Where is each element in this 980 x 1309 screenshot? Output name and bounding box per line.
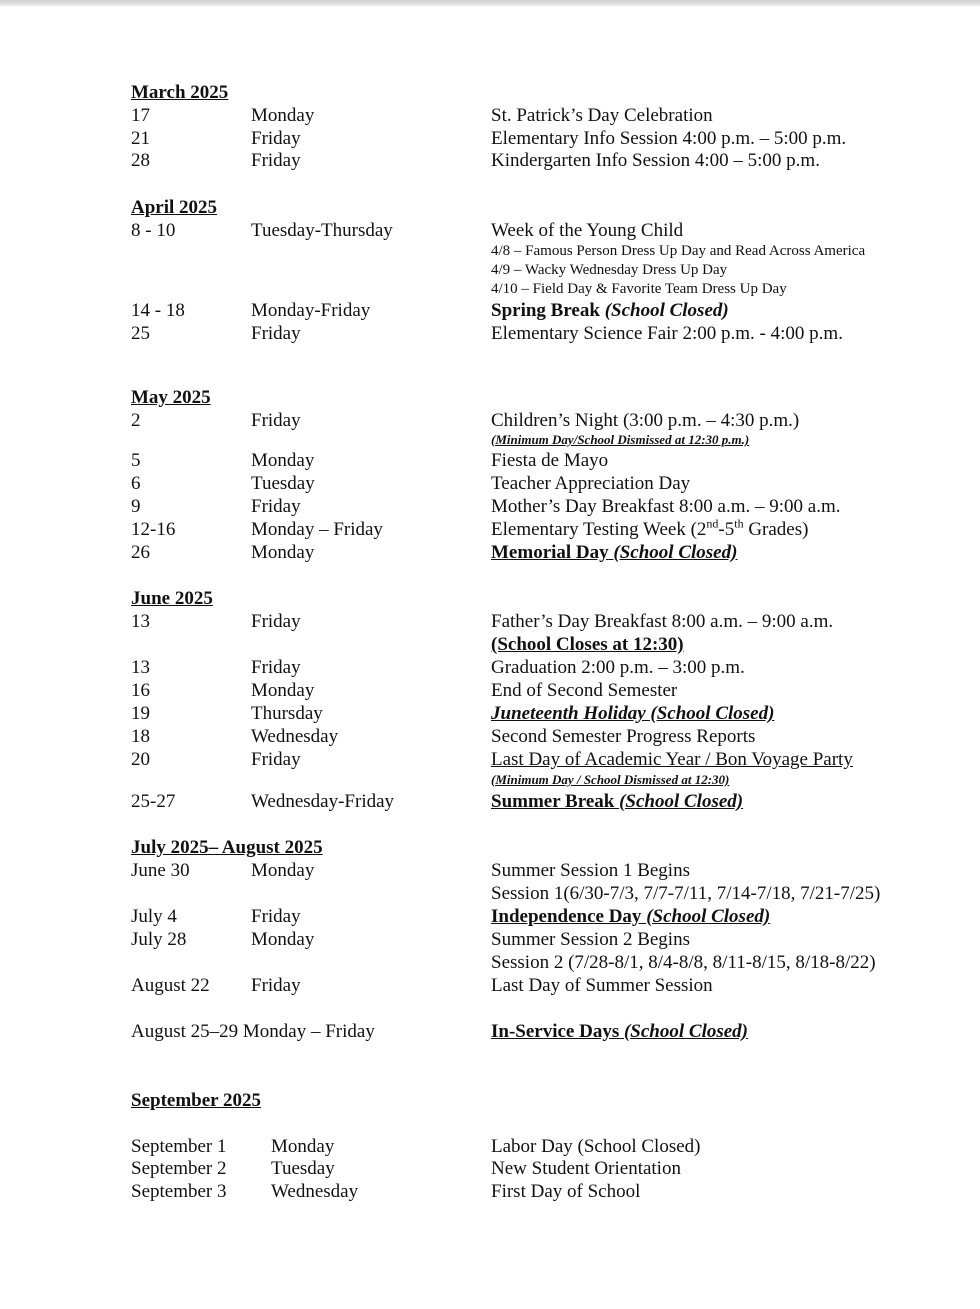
- event-day: Friday: [251, 410, 301, 431]
- event-description: Last Day of Academic Year / Bon Voyage Party: [491, 749, 853, 770]
- event-day: Tuesday: [271, 1158, 335, 1179]
- event-description: Summer Session 1 Begins: [491, 860, 690, 881]
- event-description: Teacher Appreciation Day: [491, 473, 691, 494]
- closure-note: (School Closed): [623, 1021, 749, 1042]
- event-day: Wednesday: [271, 1181, 359, 1202]
- closure-note: (School Closed): [646, 906, 771, 927]
- event-description: Elementary Science Fair 2:00 p.m. - 4:00 p.m.: [491, 323, 843, 344]
- event-date: 14 - 18: [131, 300, 185, 321]
- event-day: Friday: [251, 323, 301, 344]
- event-date: 13: [131, 657, 150, 678]
- event-day: Wednesday: [251, 726, 339, 747]
- event-date: 13: [131, 611, 150, 632]
- event-day: Friday: [251, 496, 301, 517]
- event-description: Juneteenth Holiday (School Closed): [491, 703, 775, 724]
- event-date: June 30: [131, 860, 190, 881]
- event-date: September 2: [131, 1158, 227, 1179]
- month-heading-september: September 2025: [131, 1090, 261, 1111]
- event-description: Fiesta de Mayo: [491, 450, 609, 471]
- event-day: Tuesday-Thursday: [251, 220, 393, 241]
- event-description: Labor Day (School Closed): [491, 1136, 701, 1157]
- event-day: Friday: [251, 611, 301, 632]
- event-description: [491, 516, 809, 541]
- event-day: Monday: [251, 929, 315, 950]
- event-title: Summer Break: [491, 791, 615, 812]
- event-date: 17: [131, 105, 150, 126]
- event-detail: Session 2 (7/28-8/1, 8/4-8/8, 8/11-8/15, 8/18-8/22): [491, 952, 876, 973]
- event-description: Kindergarten Info Session 4:00 – 5:00 p.m.: [491, 150, 820, 171]
- event-date: 19: [131, 703, 150, 724]
- event-text: Grades): [743, 519, 809, 540]
- event-description: Summer Session 2 Begins: [491, 929, 690, 950]
- event-description: St. Patrick’s Day Celebration: [491, 105, 713, 126]
- event-title: Spring Break: [491, 300, 600, 321]
- event-date-and-day: August 25–29 Monday – Friday: [131, 1021, 375, 1042]
- ordinal-suffix: nd: [706, 516, 719, 531]
- event-day: Monday: [251, 680, 315, 701]
- event-text: -5: [718, 519, 735, 540]
- event-day: Friday: [251, 128, 301, 149]
- event-description: Father’s Day Breakfast 8:00 a.m. – 9:00 a.m.: [491, 611, 834, 632]
- event-date: September 1: [131, 1136, 227, 1157]
- event-detail: 4/9 – Wacky Wednesday Dress Up Day: [491, 262, 728, 278]
- event-detail: Session 1(6/30-7/3, 7/7-7/11, 7/14-7/18, 7/21-7/25): [491, 883, 881, 904]
- event-day: Thursday: [251, 703, 323, 724]
- event-day: Friday: [251, 975, 301, 996]
- closure-note: (School Closed): [613, 542, 738, 563]
- event-date: 20: [131, 749, 150, 770]
- event-date: 5: [131, 450, 141, 471]
- event-description: Week of the Young Child: [491, 220, 684, 241]
- month-heading-july-august: July 2025– August 2025: [131, 837, 323, 858]
- event-day: Monday: [251, 105, 315, 126]
- month-heading-may: May 2025: [131, 387, 211, 408]
- event-description: [491, 542, 737, 564]
- event-date: 25-27: [131, 791, 176, 812]
- event-note: (Minimum Day/School Dismissed at 12:30 p.m.): [491, 432, 750, 447]
- event-title: Independence Day: [491, 906, 642, 927]
- event-date: 26: [131, 542, 150, 563]
- closure-note: (School Closed): [604, 300, 729, 321]
- event-description: Mother’s Day Breakfast 8:00 a.m. – 9:00 a.m.: [491, 496, 841, 517]
- event-day: Monday-Friday: [251, 300, 371, 321]
- event-day: Monday: [251, 860, 315, 881]
- month-heading-march: March 2025: [131, 82, 229, 103]
- event-title: Memorial Day: [491, 542, 609, 563]
- event-description: Children’s Night (3:00 p.m. – 4:30 p.m.): [491, 410, 800, 431]
- event-description: [491, 906, 770, 928]
- event-description: [491, 791, 743, 813]
- event-date: August 22: [131, 975, 210, 996]
- event-date: 28: [131, 150, 150, 171]
- event-description: [491, 1021, 748, 1043]
- event-date: 12-16: [131, 519, 176, 540]
- event-day: Tuesday: [251, 473, 315, 494]
- event-note: (Minimum Day / School Dismissed at 12:30): [491, 772, 730, 787]
- event-date: 8 - 10: [131, 220, 176, 241]
- month-heading-april: April 2025: [131, 197, 218, 218]
- event-date: 21: [131, 128, 150, 149]
- event-detail: 4/8 – Famous Person Dress Up Day and Read Across America: [491, 243, 866, 259]
- event-day: Wednesday-Friday: [251, 791, 395, 812]
- event-date: 25: [131, 323, 150, 344]
- event-date: September 3: [131, 1181, 227, 1202]
- event-description: End of Second Semester: [491, 680, 678, 701]
- event-note: (School Closes at 12:30): [491, 634, 684, 655]
- event-day: Friday: [251, 657, 301, 678]
- event-day: Friday: [251, 749, 301, 770]
- ordinal-suffix: th: [734, 516, 744, 531]
- event-day: Friday: [251, 906, 301, 927]
- event-description: Elementary Info Session 4:00 p.m. – 5:00 p.m.: [491, 128, 847, 149]
- event-detail: 4/10 – Field Day & Favorite Team Dress Up Day: [491, 281, 787, 297]
- event-description: Graduation 2:00 p.m. – 3:00 p.m.: [491, 657, 745, 678]
- closure-note: (School Closed): [619, 791, 744, 812]
- event-day: Monday: [251, 450, 315, 471]
- event-text: Elementary Testing Week (2: [491, 519, 707, 540]
- event-date: 2: [131, 410, 141, 431]
- event-description: First Day of School: [491, 1181, 641, 1202]
- event-description: New Student Orientation: [491, 1158, 681, 1179]
- event-day: Monday: [271, 1136, 335, 1157]
- event-day: Friday: [251, 150, 301, 171]
- month-heading-june: June 2025: [131, 588, 213, 609]
- event-date: 16: [131, 680, 150, 701]
- event-description: Second Semester Progress Reports: [491, 726, 756, 747]
- event-description: [491, 300, 729, 322]
- event-date: July 4: [131, 906, 177, 927]
- event-date: 6: [131, 473, 141, 494]
- event-day: Monday – Friday: [251, 519, 383, 540]
- event-date: July 28: [131, 929, 187, 950]
- event-title: In-Service Days: [491, 1021, 620, 1042]
- event-date: 9: [131, 496, 141, 517]
- event-description: Last Day of Summer Session: [491, 975, 713, 996]
- event-date: 18: [131, 726, 150, 747]
- event-day: Monday: [251, 542, 315, 563]
